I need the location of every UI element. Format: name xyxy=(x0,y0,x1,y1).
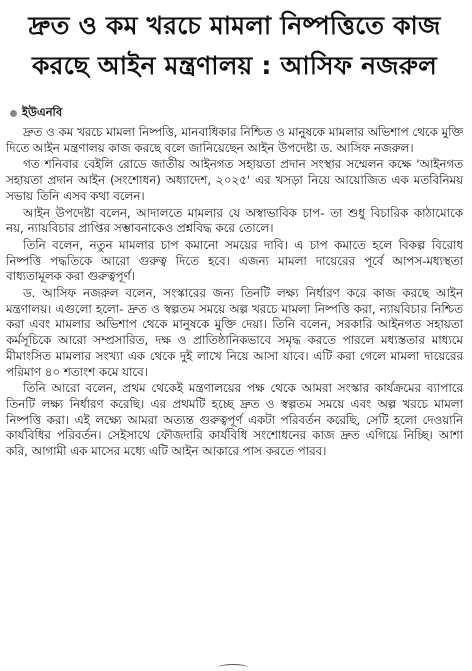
article-body xyxy=(6,125,463,460)
article-paragraph: গত শনিবার বেইলি রোডে জাতীয় আইনগত সহায়তা প্রদান সংস্থার সম্মেলন কক্ষে 'আইনগত সহায়তা প্রদান আইন (সংশোধন) অধ্যাদেশ, ২০২৫' এর খসড়া নিয়ে আয়োজিত এক মতবিনিময় সভায় তিনি এসব কথা বলেন। xyxy=(6,157,463,203)
byline xyxy=(6,104,463,123)
article-headline: দ্রুত ও কম খরচে মামলা নিষ্পত্তিতে কাজ করছে আইন মন্ত্রণালয় : আসিফ নজরুল xyxy=(28,11,441,80)
bullet-icon xyxy=(10,110,17,117)
article-source: ইউএনবি xyxy=(22,105,63,119)
article-paragraph: তিনি আরো বলেন, প্রথম থেকেই মন্ত্রণালয়ের পক্ষ থেকে আমরা সংস্কার কার্যক্রমের ব্যাপারে তিনটি লক্ষ্য নির্ধারণ করেছি। এর প্রথমটি হচ্ছে দ্রুত ও স্বল্পতম সময়ে এবং অল্প খরচে মামলা নিষ্পত্তি করা। এই লক্ষ্যে আমরা অত্যন্ত গুরুত্বপূর্ণ একটা পরিবর্তন করেছি, সেটি হলো দেওয়ানি কার্যবিধির পরিবর্তন। সেইসাথে ফৌজদারি কার্যবিধি সংশোধনের কাজ দ্রুত এগিয়ে নিচ্ছি। আশা করি, আগামী এক মাসের মধ্যে এটি আইন আকারে পাস করতে পারব। xyxy=(6,381,463,459)
article-paragraph: ড. আসিফ নজরুল বলেন, সংস্কারের জন্য তিনটি লক্ষ্য নির্ধারণ করে কাজ করছে আইন মন্ত্রণালয়। এগুলো হলো- দ্রুত ও স্বল্পতম সময়ে অল্প খরচে মামলা নিষ্পত্তি করা, ন্যায়বিচার নিশ্চিত করা এবং মামলার অভিশাপ থেকে মানুষকে মুক্তি দেয়া। তিনি বলেন, সরকারি আইনগত সহায়তা কর্মসূচিকে আরো সম্প্রসারিত, দক্ষ ও প্রাতিষ্ঠানিকভাবে সমৃদ্ধ করতে পারলে মধ্যস্ততার মাধ্যমে মীমাংসিত মামলার সংখ্যা এক থেকে দুই লাখে নিয়ে আসা যাবে। এটি করা গেলে মামলা দায়েরের পরিমাণ ৪০ শতাংশ কমে যাবে। xyxy=(6,286,463,379)
article-paragraph: দ্রুত ও কম খরচে মামলা নিষ্পত্তি, মানবাধিকার নিশ্চিত ও মানুষকে মামলার অভিশাপ থেকে মুক্তি দিতে আইন মন্ত্রণালয় কাজ করছে বলে জানিয়েছেন আইন উপদেষ্টা ড. আসিফ নজরুল। xyxy=(6,125,463,155)
article-paragraph: তিনি বলেন, নতুন মামলার চাপ কমানো সময়ের দাবি। এ চাপ কমাতে হলে বিকল্প বিরোধ নিষ্পত্তি পদ্ধতিকে আরো গুরুত্ব দিতে হবে। এজন্য মামলা দায়েরের পূর্বে আপস-মধ্যস্থতা বাধ্যতামূলক করা গুরুত্বপূর্ণ। xyxy=(6,237,463,284)
article-paragraph: আইন উপদেষ্টা বলেন, আদালতে মামলার যে অস্বাভাবিক চাপ- তা শুধু বিচারিক কাঠামোকে নয়, ন্যায়বিচার প্রাপ্তির সম্ভাবনাকেও প্রশ্নবিদ্ধ করে তোলে। xyxy=(6,205,463,236)
